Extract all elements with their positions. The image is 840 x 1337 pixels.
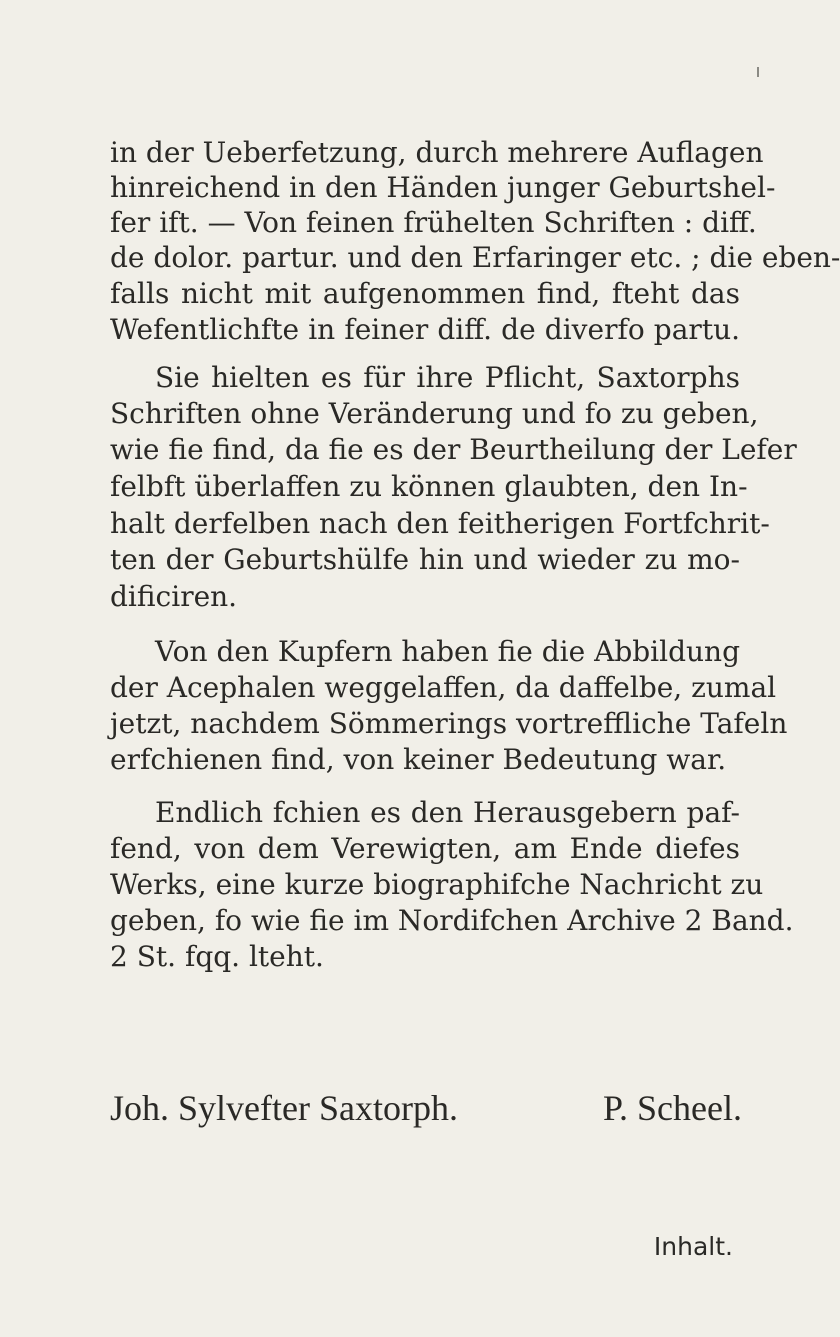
text-line-9: wie fie find, da fie es der Beurtheilung der Lefer: [110, 433, 797, 466]
text-line-15: der Acephalen weggelaffen, da daffelbe, zumal: [110, 671, 777, 704]
text-line-16: jetzt, nachdem Sömmerings vortreffliche Tafeln: [110, 707, 788, 740]
signature-line: [110, 1078, 740, 1138]
text-line-21: geben, fo wie fie im Nordifchen Archive 2 Band.: [110, 904, 794, 937]
text-line-8: Schriften ohne Veränderung und fo zu geben,: [110, 397, 759, 430]
text-line-13: dificiren.: [110, 580, 238, 613]
text-line-2: hinreichend in den Händen junger Geburtshel-: [110, 171, 776, 204]
signature-editor: P. Scheel.: [603, 1088, 742, 1128]
paragraph-2-line-1: Sie hielten es für ihre Pflicht, Saxtorphs: [155, 361, 740, 394]
text-line-3: fer ift. — Von feinen frühelten Schriften : diff.: [110, 206, 757, 239]
text-line-12: ten der Geburtshülfe hin und wieder zu mo-: [110, 543, 740, 576]
text-line-5: falls nicht mit aufgenommen find, fteht das: [110, 277, 740, 310]
paragraph-3-line-1: Von den Kupfern haben fie die Abbildung: [155, 635, 740, 668]
catchword: Inhalt.: [653, 1232, 733, 1261]
print-speck: [757, 67, 759, 77]
text-line-20: Werks, eine kurze biographifche Nachricht zu: [110, 868, 764, 901]
text-line-6: Wefentlichfte in feiner diff. de diverfo partu.: [110, 313, 740, 346]
text-line-17: erfchienen find, von keiner Bedeutung war.: [110, 743, 727, 776]
text-line-19: fend, von dem Verewigten, am Ende diefes: [110, 832, 740, 865]
text-line-11: halt derfelben nach den feitherigen Fortfchrit-: [110, 507, 770, 540]
text-line-4: de dolor. partur. und den Erfaringer etc. ; die eben-: [110, 241, 840, 274]
text-line-10: felbft überlaffen zu können glaubten, den In-: [110, 470, 748, 503]
text-line-1: in der Ueberfetzung, durch mehrere Auflagen: [110, 136, 764, 169]
text-line-22: 2 St. fqq. lteht.: [110, 940, 324, 973]
paragraph-4-line-1: Endlich fchien es den Herausgebern paf-: [155, 796, 740, 829]
signature-author: Joh. Sylvefter Saxtorph.: [110, 1088, 458, 1128]
